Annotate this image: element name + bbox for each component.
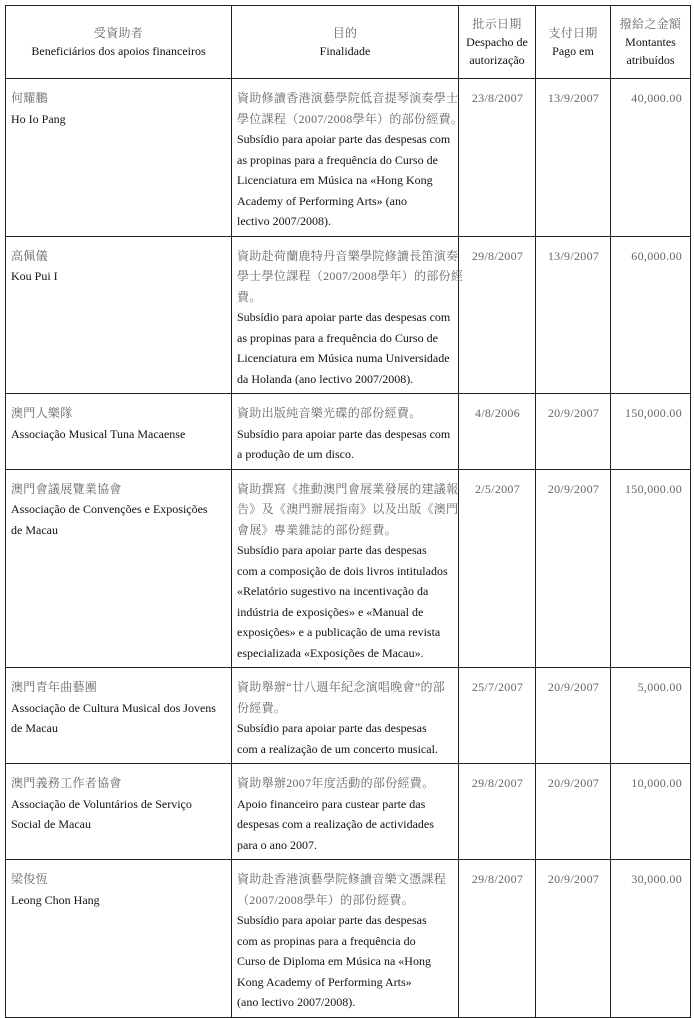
header-amount-zh: 撥給之金額: [619, 17, 682, 31]
paid-date: 20/9/2007: [547, 680, 600, 694]
table-row: [6, 764, 691, 860]
purpose-cell: [232, 469, 459, 668]
header-amount-pt: atribuídos: [626, 53, 675, 67]
purpose-pt: Subsídio para apoiar parte das despesas: [237, 543, 427, 557]
authorization-date-cell: [459, 469, 536, 668]
paid-date: 20/9/2007: [547, 872, 600, 886]
beneficiary-name-zh: 澳門青年曲藝團: [11, 680, 98, 694]
paid-date-cell: [536, 668, 611, 764]
purpose-zh: 資助赴荷蘭鹿特丹音樂學院修讀長笛演奏: [237, 248, 459, 263]
amount-cell: [611, 469, 691, 668]
authorization-date-cell: [459, 236, 536, 394]
amount: 5,000.00: [637, 680, 682, 694]
header-beneficiary-zh: 受資助者: [93, 26, 144, 40]
purpose-pt: Licenciatura em Música numa Universidade: [237, 351, 450, 365]
beneficiary-name-zh: 何耀鵬: [11, 91, 48, 105]
authorization-date: 29/8/2007: [471, 776, 524, 790]
authorization-date: 2/5/2007: [474, 481, 521, 496]
purpose-zh: 會展》專業雜誌的部份經費。: [237, 522, 397, 537]
purpose-cell: [232, 79, 464, 237]
amount-cell: [611, 668, 691, 764]
amount-cell: [611, 79, 691, 237]
amount-cell: [611, 394, 691, 470]
amount: 40,000.00: [631, 91, 682, 105]
beneficiary-name-pt: Associação de Cultura Musical dos Jovens: [11, 700, 216, 715]
authorization-date-cell: [459, 860, 536, 1018]
beneficiary-name-pt: de Macau: [11, 721, 58, 735]
beneficiary-cell: [6, 394, 232, 470]
header-purpose-pt: Finalidade: [319, 44, 371, 58]
header-authorization-pt: Despacho de: [466, 35, 528, 49]
paid-date-cell: [536, 860, 611, 1018]
paid-date-cell: [536, 764, 611, 860]
amount-cell: [611, 764, 691, 860]
purpose-zh: 資助撰寫《推動澳門會展業發展的建議報: [237, 481, 459, 496]
header-authorization-pt: autorização: [469, 53, 525, 67]
purpose-pt: as propinas para a frequência do Curso de: [237, 152, 438, 167]
purpose-zh: 費。: [237, 289, 262, 304]
paid-date: 20/9/2007: [547, 481, 600, 496]
beneficiary-name-pt: Ho Io Pang: [11, 111, 66, 126]
beneficiary-name-pt: Associação Musical Tuna Macaense: [11, 426, 186, 441]
beneficiary-cell: [6, 668, 232, 764]
authorization-date: 29/8/2007: [471, 248, 524, 263]
purpose-zh: 資助舉辦“廿八週年紀念演唱晚會”的部: [237, 680, 446, 694]
purpose-zh: 資助赴香港演藝學院修讀音樂文憑課程: [237, 872, 447, 886]
purpose-zh: （2007/2008學年）的部份經費。: [237, 892, 415, 907]
purpose-pt: Curso de Diploma em Música na «Hong: [237, 954, 431, 968]
beneficiary-cell: [6, 79, 232, 237]
authorization-date: 29/8/2007: [471, 872, 524, 886]
paid-date-cell: [536, 394, 611, 470]
header-purpose: [232, 6, 459, 79]
authorization-date: 4/8/2006: [474, 406, 521, 420]
authorization-date-cell: [459, 668, 536, 764]
table-row: [6, 236, 691, 394]
purpose-pt: as propinas para a frequência do Curso de: [237, 330, 438, 345]
beneficiary-name-pt: Associação de Voluntários de Serviço: [11, 796, 192, 811]
table-row: [6, 668, 691, 764]
paid-date: 20/9/2007: [547, 406, 600, 420]
authorization-date: 25/7/2007: [471, 680, 524, 694]
beneficiary-name-zh: 澳門義務工作者協會: [11, 776, 122, 790]
purpose-pt: especializada «Exposições de Macau».: [237, 645, 424, 660]
header-beneficiary: [6, 6, 232, 79]
amount-cell: [611, 236, 691, 394]
purpose-zh: 學位課程（2007/2008學年）的部份經費。: [237, 111, 464, 126]
subsidies-table: [5, 5, 691, 1018]
table-row: [6, 860, 691, 1018]
purpose-pt: Subsídio para apoiar parte das despesas com: [237, 132, 451, 146]
purpose-zh: 資助修讀香港演藝學院低音提琴演奏學士: [237, 91, 459, 105]
paid-date: 13/9/2007: [547, 248, 600, 263]
header-beneficiary-pt: Beneficiários dos apoios financeiros: [31, 44, 206, 58]
purpose-cell: [232, 764, 459, 860]
table-row: [6, 469, 691, 668]
purpose-pt: com a realização de um concerto musical.: [237, 741, 438, 756]
purpose-pt: da Holanda (ano lectivo 2007/2008).: [237, 371, 414, 386]
beneficiary-name-pt: Associação de Convenções e Exposições: [11, 502, 208, 516]
beneficiary-name-pt: Kou Pui I: [11, 269, 58, 283]
header-authorization: [459, 6, 536, 79]
paid-date-cell: [536, 469, 611, 668]
purpose-pt: Licenciatura em Música na «Hong Kong: [237, 173, 433, 187]
purpose-pt: lectivo 2007/2008).: [237, 214, 331, 228]
purpose-pt: com as propinas para a frequência do: [237, 933, 416, 948]
header-amount-pt: Montantes: [625, 35, 676, 49]
purpose-cell: [232, 668, 459, 764]
amount: 10,000.00: [631, 776, 682, 790]
beneficiary-cell: [6, 236, 232, 394]
purpose-pt: Subsídio para apoiar parte das despesas: [237, 913, 427, 927]
authorization-date: 23/8/2007: [471, 91, 524, 105]
purpose-zh: 學士學位課程（2007/2008學年）的部份經: [237, 269, 464, 283]
purpose-cell: [232, 394, 459, 470]
purpose-pt: Subsídio para apoiar parte das despesas: [237, 721, 427, 735]
paid-date: 13/9/2007: [547, 91, 600, 105]
beneficiary-name-pt: de Macau: [11, 522, 58, 537]
paid-date: 20/9/2007: [547, 776, 600, 790]
purpose-pt: «Relatório sugestivo na incentivação da: [237, 584, 429, 598]
header-paid: [536, 6, 611, 79]
beneficiary-cell: [6, 860, 232, 1018]
purpose-pt: indústria de exposições» e «Manual de: [237, 604, 424, 619]
purpose-pt: Apoio financeiro para custear parte das: [237, 796, 426, 811]
purpose-zh: 資助出版純音樂光碟的部份經費。: [237, 406, 422, 420]
authorization-date-cell: [459, 394, 536, 470]
paid-date-cell: [536, 236, 611, 394]
beneficiary-name-pt: Social de Macau: [11, 817, 91, 831]
paid-date-cell: [536, 79, 611, 237]
table-header-row: [6, 6, 691, 79]
amount-cell: [611, 860, 691, 1018]
beneficiary-name-pt: Leong Chon Hang: [11, 892, 100, 907]
purpose-pt: Academy of Performing Arts» (ano: [237, 193, 407, 208]
beneficiary-cell: [6, 469, 232, 668]
purpose-pt: despesas com a realização de actividades: [237, 817, 434, 831]
purpose-cell: [232, 236, 464, 394]
purpose-pt: Subsídio para apoiar parte das despesas com: [237, 310, 451, 324]
purpose-pt: com a composição de dois livros intitulados: [237, 563, 448, 578]
authorization-date-cell: [459, 764, 536, 860]
header-paid-pt: Pago em: [552, 44, 594, 58]
header-authorization-zh: 批示日期: [472, 17, 522, 31]
beneficiary-name-zh: 梁俊恆: [11, 872, 48, 886]
table-row: [6, 394, 691, 470]
header-purpose-zh: 目的: [332, 26, 358, 40]
beneficiary-name-zh: 高佩儀: [11, 248, 48, 263]
purpose-pt: para o ano 2007.: [237, 837, 317, 852]
amount: 150,000.00: [625, 406, 682, 420]
table-row: [6, 79, 691, 237]
purpose-zh: 資助舉辦2007年度活動的部份經費。: [237, 776, 435, 790]
amount: 150,000.00: [625, 481, 682, 496]
purpose-zh: 份經費。: [237, 700, 287, 715]
beneficiary-name-zh: 澳門會議展覽業協會: [11, 481, 122, 496]
amount: 60,000.00: [631, 248, 682, 263]
purpose-zh: 告》及《澳門辦展指南》以及出版《澳門: [237, 502, 459, 516]
beneficiary-cell: [6, 764, 232, 860]
beneficiary-name-zh: 澳門人樂隊: [11, 406, 73, 420]
authorization-date-cell: [459, 79, 536, 237]
table-body: [6, 79, 691, 1018]
header-amount: [611, 6, 691, 79]
purpose-pt: Kong Academy of Performing Arts»: [237, 974, 412, 989]
purpose-cell: [232, 860, 459, 1018]
purpose-pt: exposições» e a publicação de uma revista: [237, 625, 441, 639]
purpose-pt: a produção de um disco.: [237, 447, 354, 461]
amount: 30,000.00: [631, 872, 682, 886]
purpose-pt: Subsídio para apoiar parte das despesas com: [237, 426, 451, 441]
purpose-pt: (ano lectivo 2007/2008).: [237, 995, 356, 1009]
header-paid-zh: 支付日期: [548, 26, 598, 40]
